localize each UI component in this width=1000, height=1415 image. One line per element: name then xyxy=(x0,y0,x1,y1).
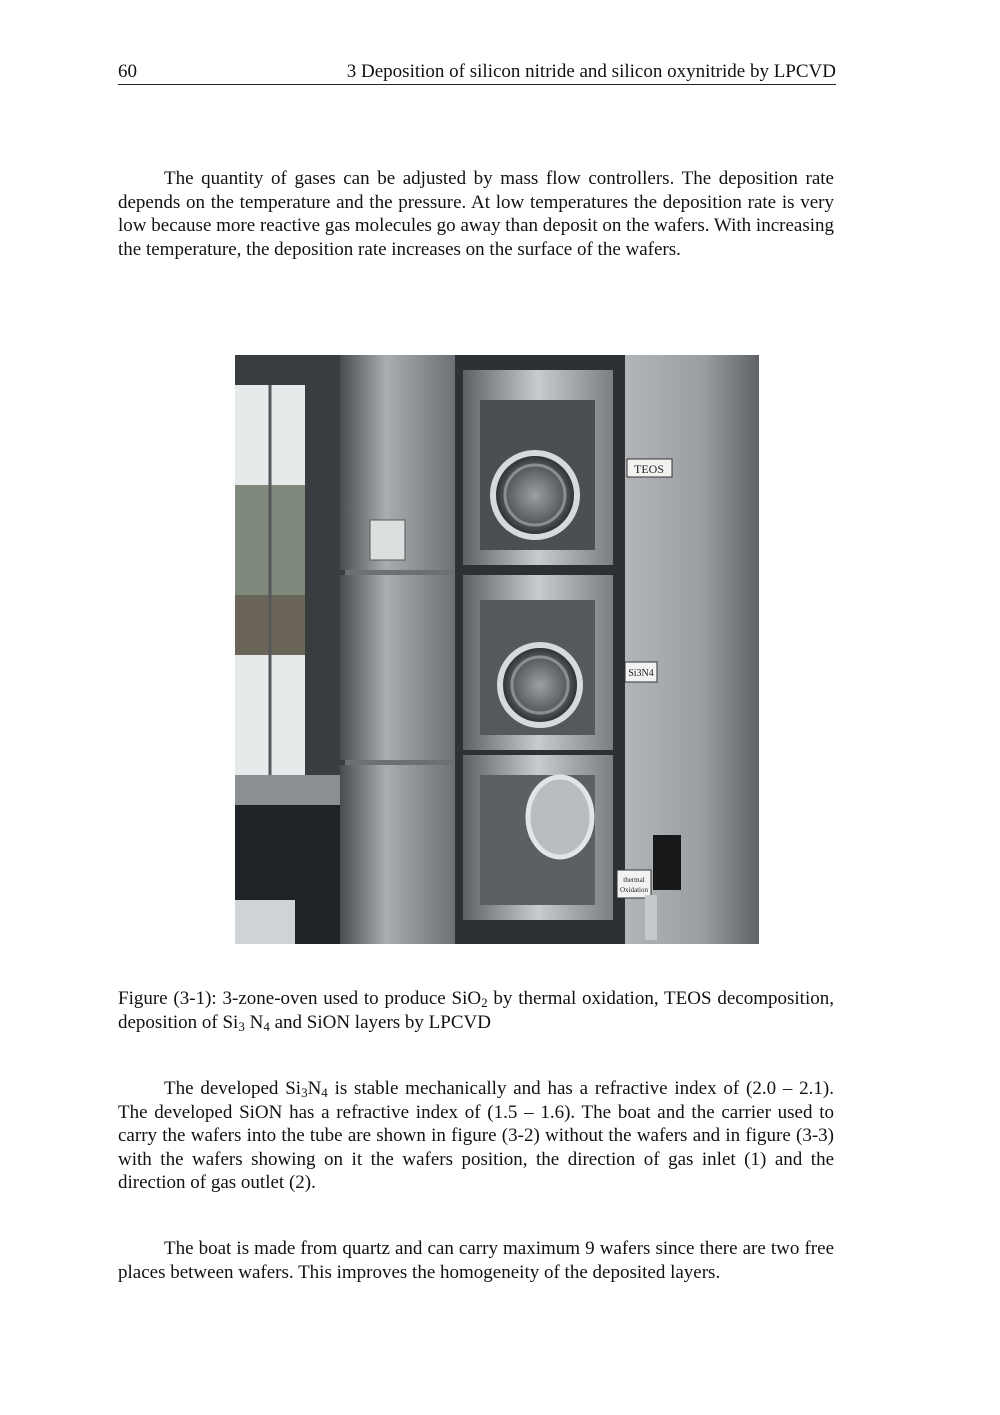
paragraph-refractive-sub-1: 3 xyxy=(301,1085,308,1100)
door-middle xyxy=(340,575,455,760)
chapter-title: 3 Deposition of silicon nitride and silicon oxynitride by LPCVD xyxy=(346,61,836,82)
caption-text-1: Figure (3-1): 3-zone-oven used to produce SiO xyxy=(118,988,482,1009)
paragraph-refractive-sub-2: 4 xyxy=(321,1085,328,1100)
oven-photo xyxy=(235,355,759,944)
caption-text-3: N xyxy=(244,1012,264,1033)
caption-sub-1: 2 xyxy=(481,995,488,1010)
door-sticker xyxy=(370,520,405,560)
paragraph-refractive-text-3: is stable mechanically and has a refractive index of (2.0 – 2.1). The developed SiON has a refractive index of (1.5 – 1.6). The boat and the carrier used to carry the wafers into the tube are shown in figure (3-2) without the wafers and in figure (3-3) with the wafers showing on it the wafers position, the direction of gas inlet (1) and the direction of gas outlet (2). xyxy=(118,1078,834,1193)
zone3-porthole xyxy=(528,777,592,857)
paragraph-refractive-text-1: The developed Si xyxy=(164,1078,302,1099)
paragraph-refractive-index xyxy=(118,1077,834,1195)
door-bottom xyxy=(340,765,455,944)
caption-sub-2: 3 xyxy=(238,1019,245,1034)
cabinet-side xyxy=(620,355,759,944)
label-thermal-1: thermal xyxy=(623,876,645,884)
label-teos: TEOS xyxy=(634,462,664,476)
label-thermal-2: Oxidation xyxy=(620,886,648,894)
paragraph-gas-flow-text: The quantity of gases can be adjusted by mass flow controllers. The deposition rate depends on the temperature and the pressure. At low temperatures the deposition rate is very low because more reactive gas molecules go away than deposit on the wafers. With increasing the temperature, the deposition rate increases on the surface of the wafers. xyxy=(118,168,834,260)
paragraph-refractive-text-2: N xyxy=(307,1078,322,1099)
paragraph-boat-text: The boat is made from quartz and can carry maximum 9 wafers since there are two free places between wafers. This improves the homogeneity of the deposited layers. xyxy=(118,1238,834,1283)
page-header xyxy=(118,60,836,85)
controller-box xyxy=(653,835,681,890)
caption-text-4: and SiON layers by LPCVD xyxy=(269,1012,491,1033)
caption-text-2: by thermal oxidation, TEOS decomposition, deposition of Si xyxy=(118,988,834,1033)
paragraph-gas-flow xyxy=(118,167,834,261)
page-number: 60 xyxy=(118,61,137,82)
caption-sub-3: 4 xyxy=(263,1019,270,1034)
oven-photo-illustration xyxy=(235,355,759,944)
label-si3n4: Si3N4 xyxy=(628,668,654,679)
paragraph-boat xyxy=(118,1237,834,1284)
figure-caption xyxy=(118,987,834,1035)
